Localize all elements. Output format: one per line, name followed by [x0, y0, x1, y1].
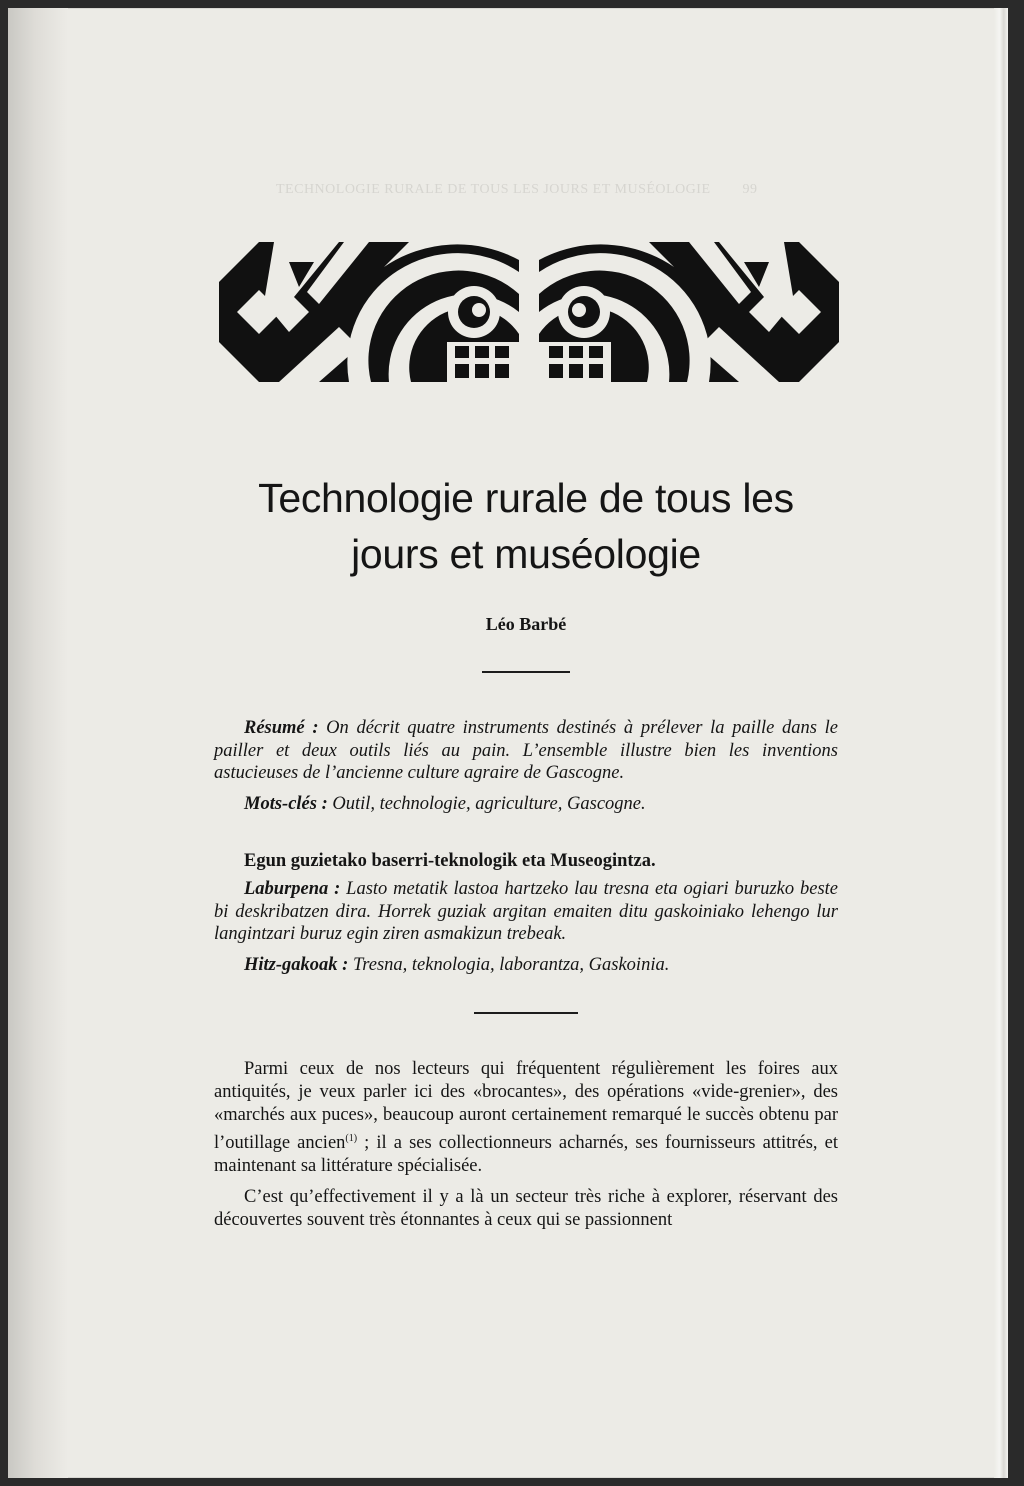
article-body: [214, 1058, 838, 1232]
divider: [474, 1012, 578, 1014]
book-gutter: [8, 8, 68, 1478]
abstract-text: Lasto metatik lastoa hartzeko lau tresna eta ogiari buruzko beste bi deskribatzen dira. Horrek guziak argitan emaiten ditu gaskoiniako lehengo lur langintzari buruz egin ziren asmakizun trebeak.: [214, 879, 839, 944]
abstract-label: Résumé :: [244, 718, 319, 738]
title-line-2: jours et muséologie: [351, 531, 701, 577]
keywords-text: Tresna, teknologia, laborantza, Gaskoinia.: [352, 954, 670, 975]
keywords-label: Hitz-gakoak :: [244, 954, 349, 975]
footnote-ref[interactable]: (1): [345, 1132, 358, 1144]
keywords-paragraph: [214, 954, 838, 977]
keywords-paragraph: [214, 793, 838, 816]
abstract-paragraph: [214, 878, 838, 946]
basque-ornament-icon: [219, 242, 839, 382]
show-through-header: TECHNOLOGIE RURALE DE TOUS LES JOURS ET MUSÉOLOGIE 99: [276, 182, 758, 197]
abstract-basque: [214, 878, 838, 976]
abstract-french: [214, 717, 838, 815]
abstract-paragraph: [214, 717, 838, 785]
body-paragraph: C’est qu’effectivement il y a là un secteur très riche à explorer, réservant des découvertes souvent très étonnantes à ceux qui se passionnent: [214, 1186, 838, 1230]
document-page: [8, 8, 1008, 1478]
article-title: [214, 470, 838, 582]
divider: [482, 671, 570, 673]
abstract-text: On décrit quatre instruments destinés à prélever la paille dans le pailler et deux outils liés au pain. L’ensemble illustre bien les inventions astucieuses de l’ancienne culture agraire de Gascogne.: [214, 718, 838, 783]
article-content: [214, 458, 838, 1240]
page-edge: [994, 8, 1008, 1478]
title-line-1: Technologie rurale de tous les: [258, 475, 794, 521]
body-paragraph: Parmi ceux de nos lecteurs qui fréquentent régulièrement les foires aux antiquités, je veux parler ici des «brocantes», des opérations «vide-grenier», des «marchés aux puces», beaucoup auront certainement remarqué le succès obtenu par l’outillage ancien$^{(1)}$ ; il a ses collectionneurs acharnés, ses fournisseurs attitrés, et maintenant sa littérature spécialisée.: [214, 1058, 838, 1176]
abstract-label: Laburpena :: [244, 879, 341, 899]
basque-title: Egun guzietako baserri-teknologik eta Museogintza.: [244, 851, 656, 871]
keywords-text: Outil, technologie, agriculture, Gascogne.: [332, 793, 646, 814]
keywords-label: Mots-clés :: [244, 793, 328, 814]
author-name: Léo Barbé: [485, 614, 567, 634]
